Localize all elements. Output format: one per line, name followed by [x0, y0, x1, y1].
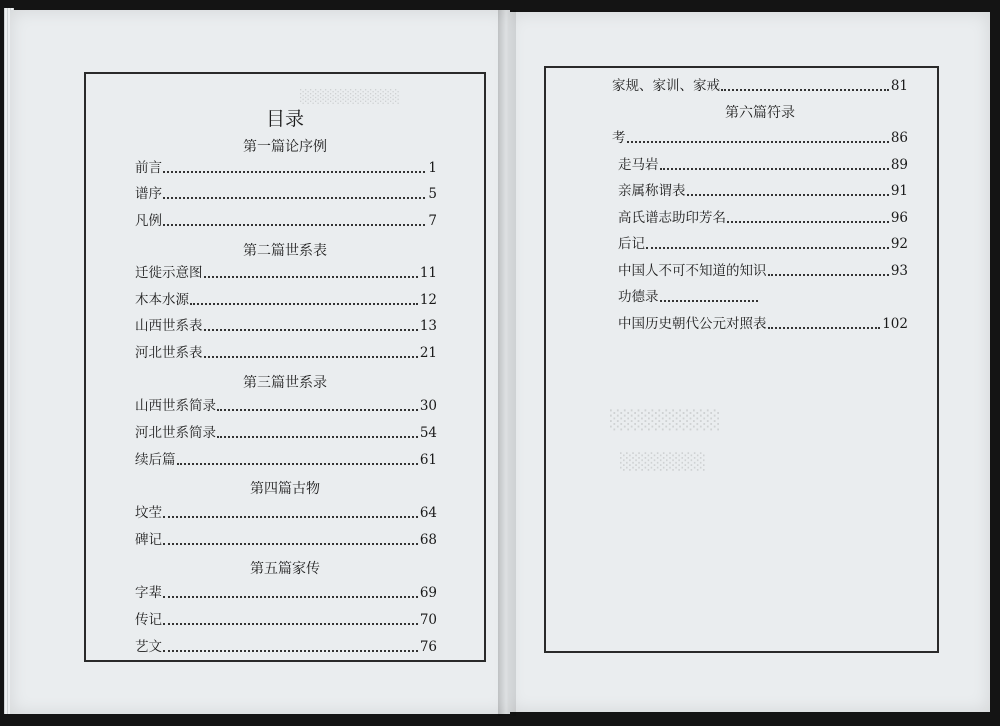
entry-label: 传记 — [135, 612, 162, 628]
show-through-text: ░░░░░░░ — [620, 452, 707, 471]
dot-leader — [163, 543, 418, 545]
show-through-text: ░░░░░░░░ — [610, 410, 721, 431]
section-heading: 第五篇家传 — [250, 561, 320, 577]
entry-label: 高氏谱志助印芳名 — [618, 210, 726, 226]
entry-label: 续后篇 — [135, 452, 176, 468]
toc-entry[interactable] — [618, 316, 908, 332]
entry-label: 河北世系简录 — [135, 425, 216, 441]
dot-leader — [217, 409, 418, 411]
entry-page-number: 21 — [419, 345, 437, 361]
entry-page-number: 11 — [419, 265, 437, 281]
dot-leader — [163, 650, 418, 652]
entry-label: 中国历史朝代公元对照表 — [618, 316, 767, 332]
entry-label: 中国人不可不知道的知识 — [618, 263, 767, 279]
entry-label: 家规、家训、家戒 — [612, 78, 720, 94]
toc-entry[interactable] — [135, 186, 437, 202]
toc-entry[interactable] — [135, 265, 437, 281]
entry-page-number: 1 — [428, 160, 437, 176]
entry-page-number: 92 — [890, 236, 908, 252]
toc-entry[interactable] — [135, 585, 437, 601]
entry-label: 谱序 — [135, 186, 162, 202]
dot-leader — [687, 194, 889, 196]
book-gutter — [498, 10, 516, 716]
dot-leader — [627, 141, 889, 143]
toc-entry[interactable] — [135, 292, 437, 308]
dot-leader — [204, 356, 418, 358]
dot-leader — [660, 168, 889, 170]
section-heading: 第四篇古物 — [250, 481, 320, 497]
toc-entry[interactable] — [612, 130, 908, 146]
entry-label: 走马岩 — [618, 157, 659, 173]
dot-leader — [768, 274, 889, 276]
dot-leader — [163, 171, 425, 173]
entry-label: 碑记 — [135, 532, 162, 548]
entry-page-number: 30 — [419, 398, 437, 414]
dot-leader — [727, 221, 889, 223]
entry-label: 迁徙示意图 — [135, 265, 203, 281]
dot-leader — [163, 623, 418, 625]
entry-page-number: 7 — [428, 213, 437, 229]
entry-label: 后记 — [618, 236, 645, 252]
right-page-frame — [544, 66, 939, 653]
entry-label: 艺文 — [135, 639, 162, 655]
toc-entry[interactable] — [135, 398, 437, 414]
entry-label: 坟茔 — [135, 505, 162, 521]
toc-entry[interactable] — [135, 345, 437, 361]
toc-entry[interactable] — [135, 505, 437, 521]
toc-entry[interactable] — [612, 78, 908, 94]
toc-entry[interactable] — [135, 425, 437, 441]
entry-label: 木本水源 — [135, 292, 189, 308]
entry-page-number: 93 — [890, 263, 908, 279]
toc-entry[interactable] — [135, 318, 437, 334]
entry-label: 字辈 — [135, 585, 162, 601]
dot-leader — [217, 436, 418, 438]
toc-entry[interactable] — [618, 289, 770, 305]
show-through-text: ░░░░░░░░░░ — [300, 90, 400, 105]
dot-leader — [163, 516, 418, 518]
section-heading: 第三篇世系录 — [243, 375, 327, 391]
toc-entry[interactable] — [135, 532, 437, 548]
entry-page-number: 64 — [419, 505, 437, 521]
entry-page-number: 69 — [419, 585, 437, 601]
dot-leader — [646, 247, 889, 249]
toc-entry[interactable] — [618, 183, 908, 199]
toc-entry[interactable] — [618, 210, 908, 226]
section-heading: 第二篇世系表 — [243, 243, 327, 259]
entry-page-number: 89 — [890, 157, 908, 173]
entry-label: 考 — [612, 130, 626, 146]
entry-page-number: 12 — [419, 292, 437, 308]
entry-label: 功德录 — [618, 289, 659, 305]
entry-page-number: 76 — [419, 639, 437, 655]
entry-label: 亲属称谓表 — [618, 183, 686, 199]
entry-page-number: 70 — [419, 612, 437, 628]
entry-page-number: 96 — [890, 210, 908, 226]
toc-entry[interactable] — [135, 213, 437, 229]
toc-entry[interactable] — [618, 157, 908, 173]
dot-leader — [768, 327, 881, 329]
entry-page-number: 5 — [428, 186, 437, 202]
toc-entry[interactable] — [618, 263, 908, 279]
dot-leader — [204, 276, 418, 278]
dot-leader — [660, 300, 758, 302]
toc-entry[interactable] — [135, 639, 437, 655]
entry-page-number: 102 — [882, 316, 908, 332]
toc-entry[interactable] — [618, 236, 908, 252]
toc-entry[interactable] — [135, 452, 437, 468]
dot-leader — [163, 596, 418, 598]
toc-title: 目录 — [265, 108, 304, 130]
entry-label: 河北世系表 — [135, 345, 203, 361]
toc-entry[interactable] — [135, 160, 437, 176]
entry-page-number: 86 — [890, 130, 908, 146]
dot-leader — [190, 303, 418, 305]
entry-page-number: 91 — [890, 183, 908, 199]
entry-label: 前言 — [135, 160, 162, 176]
entry-page-number: 13 — [419, 318, 437, 334]
entry-page-number: 54 — [419, 425, 437, 441]
entry-label: 凡例 — [135, 213, 162, 229]
entry-page-number: 61 — [419, 452, 437, 468]
dot-leader — [163, 224, 425, 226]
dot-leader — [204, 329, 418, 331]
entry-page-number: 68 — [419, 532, 437, 548]
section-heading: 第六篇符录 — [725, 105, 795, 121]
dot-leader — [721, 89, 889, 91]
entry-page-number: 81 — [890, 78, 908, 94]
entry-label: 山西世系表 — [135, 318, 203, 334]
toc-entry[interactable] — [135, 612, 437, 628]
dot-leader — [163, 197, 425, 199]
entry-label: 山西世系简录 — [135, 398, 216, 414]
section-heading: 第一篇论序例 — [243, 139, 327, 155]
dot-leader — [177, 463, 418, 465]
